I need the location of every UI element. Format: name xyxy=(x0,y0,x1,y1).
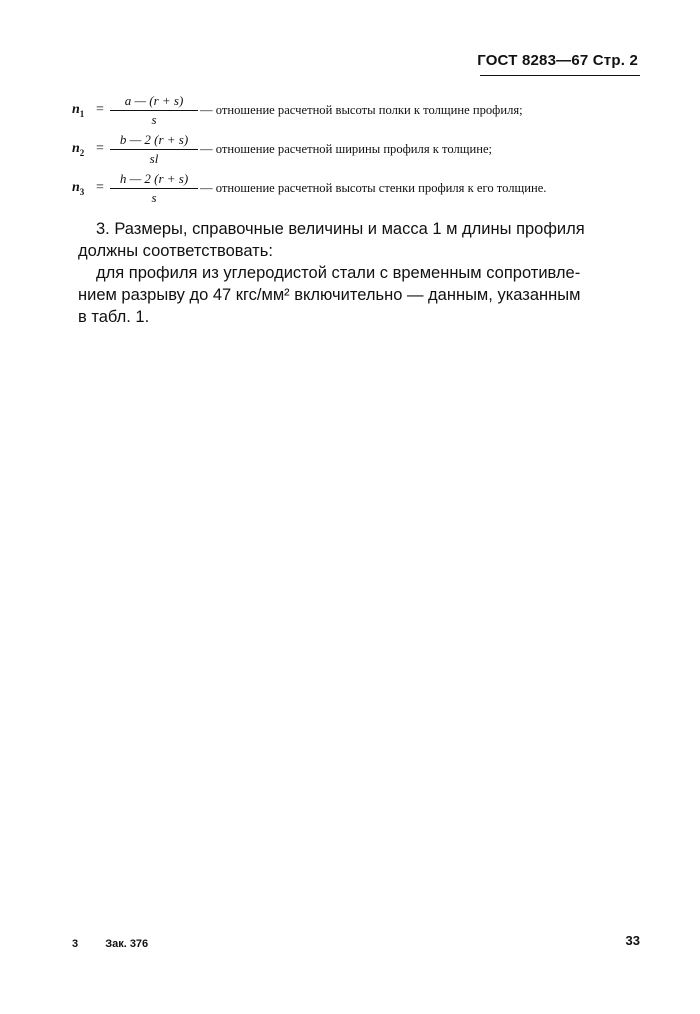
formula-n3 xyxy=(72,168,546,208)
paragraph-line: 3. Размеры, справочные величины и масса 1 м длины профиля xyxy=(96,220,585,238)
paragraph-line: для профиля из углеродистой стали с временным сопротивле- xyxy=(96,264,581,282)
fraction-denominator: sl xyxy=(149,150,159,166)
equals-sign: = xyxy=(96,102,104,117)
header-underline xyxy=(480,75,640,76)
fraction-numerator: b — 2 (r + s) xyxy=(110,132,198,150)
paragraph-line: должны соответствовать: xyxy=(78,242,273,260)
page-footer-left xyxy=(72,938,172,950)
page-number: 33 xyxy=(625,933,640,948)
paragraph-line: нием разрыву до 47 кгс/мм² включительно — данным, указанным xyxy=(78,286,581,304)
fraction-denominator: s xyxy=(151,189,157,205)
formula-description: — отношение расчетной высоты полки к толщине профиля; xyxy=(200,102,523,117)
formula-lhs: $n_3$ xyxy=(72,179,85,197)
formula-lhs: $n_2$ xyxy=(72,140,85,158)
formula-lhs: $n_1$ xyxy=(72,101,85,119)
formula-n2 xyxy=(72,129,492,169)
fraction xyxy=(110,93,198,128)
fraction-numerator: a — (r + s) xyxy=(110,93,198,111)
body-paragraph xyxy=(78,218,636,328)
fraction-denominator: s xyxy=(151,111,157,127)
formula-n1 xyxy=(72,90,523,130)
paragraph-line: в табл. 1. xyxy=(78,308,150,326)
fraction xyxy=(110,132,198,167)
equals-sign: = xyxy=(96,180,104,195)
fraction xyxy=(110,171,198,206)
sheet-number: 3 xyxy=(72,938,79,950)
page-header: ГОСТ 8283—67 Стр. 2 xyxy=(477,52,638,69)
formula-description: — отношение расчетной высоты стенки профиля к его толщине. xyxy=(200,180,547,195)
equals-sign: = xyxy=(96,141,104,156)
formula-description: — отношение расчетной ширины профиля к толщине; xyxy=(200,141,493,156)
order-number: Зак. 376 xyxy=(105,938,149,950)
fraction-numerator: h — 2 (r + s) xyxy=(110,171,198,189)
